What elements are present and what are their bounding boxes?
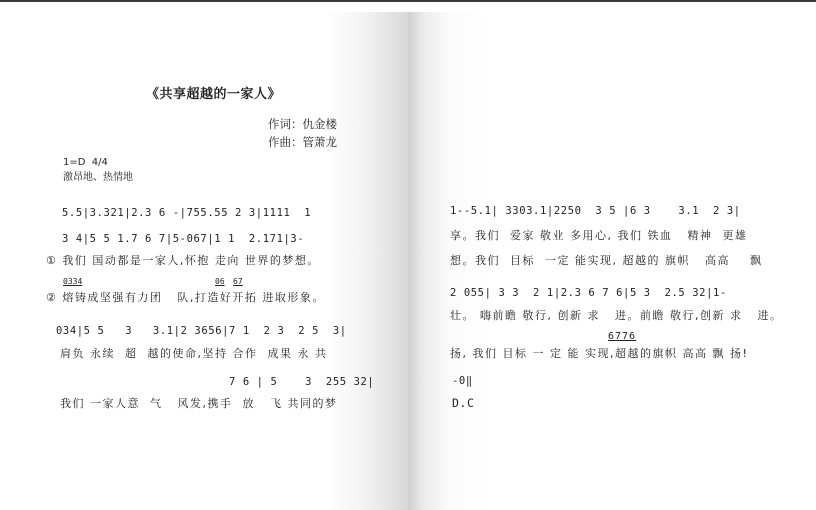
ornament-notes-r: 6776 — [608, 331, 637, 342]
notation-line-3: 034|5 5 3 3.1|2 3656|7 1 2 3 2 5 3| — [56, 325, 347, 337]
ornament-notes-2: 06 — [215, 277, 225, 286]
composer-credit: 作曲：管萧龙 — [268, 135, 337, 149]
ornament-notes-1: 0334 — [63, 277, 83, 286]
lyrics-verse-1: ① 我们 国动都是一家人,怀抱 走向 世界的梦想。 — [46, 254, 320, 267]
da-capo-mark: D.C — [452, 396, 475, 410]
lyrics-line-3: 肩负 永续 超 越的使命,坚持 合作 成果 永 共 — [60, 347, 328, 360]
tempo-mood: 激昂地、热情地 — [63, 172, 133, 183]
notation-line-2: 3 4|5 5 1.7 6 7|5-067|1 1 2.171|3- — [62, 233, 305, 245]
ornament-notes-3: 67 — [233, 277, 243, 286]
top-border — [0, 0, 816, 2]
left-page — [0, 12, 408, 510]
right-page — [408, 12, 816, 510]
song-title: 《共享超越的一家人》 — [146, 87, 282, 102]
lyrics-line-r4: 扬, 我们 目标 一 定 能 实现,超越的旗帜 高高 飘 扬! — [450, 347, 749, 360]
key-signature: 1=D 4/4 — [63, 157, 108, 168]
notation-ending: -0‖ — [452, 375, 473, 387]
lyricist-credit: 作词：仇金楼 — [268, 117, 337, 131]
notation-line-4: 7 6 | 5 3 255 32| — [229, 376, 375, 388]
lyrics-line-r3: 壮。 嗨前瞻 敬行, 创新 求 进。前瞻 敬行,创新 求 进。 — [450, 309, 783, 322]
notation-line-1: 5.5|3.321|2.3 6 -|755.55 2 3|1111 1 — [62, 207, 312, 219]
notation-line-r2: 2 055| 3 3 2 1|2.3 6 7 6|5 3 2.5 32|1- — [450, 287, 727, 299]
lyrics-line-r1: 享。我们 爱家 敬业 多用心, 我们 铁血 精神 更雄 — [450, 229, 748, 242]
lyrics-line-4: 我们 一家人意 气 风发,携手 放 飞 共同的梦 — [60, 397, 338, 410]
notation-line-r1: 1--5.1| 3303.1|2250 3 5 |6 3 3.1 2 3| — [450, 205, 741, 217]
lyrics-verse-2: ② 熔铸成坚强有力团 队,打造好开拓 进取形象。 — [46, 291, 325, 304]
lyrics-line-r2: 想。我们 目标 一定 能实现, 超越的 旗帜 高高 飘 — [450, 254, 763, 267]
